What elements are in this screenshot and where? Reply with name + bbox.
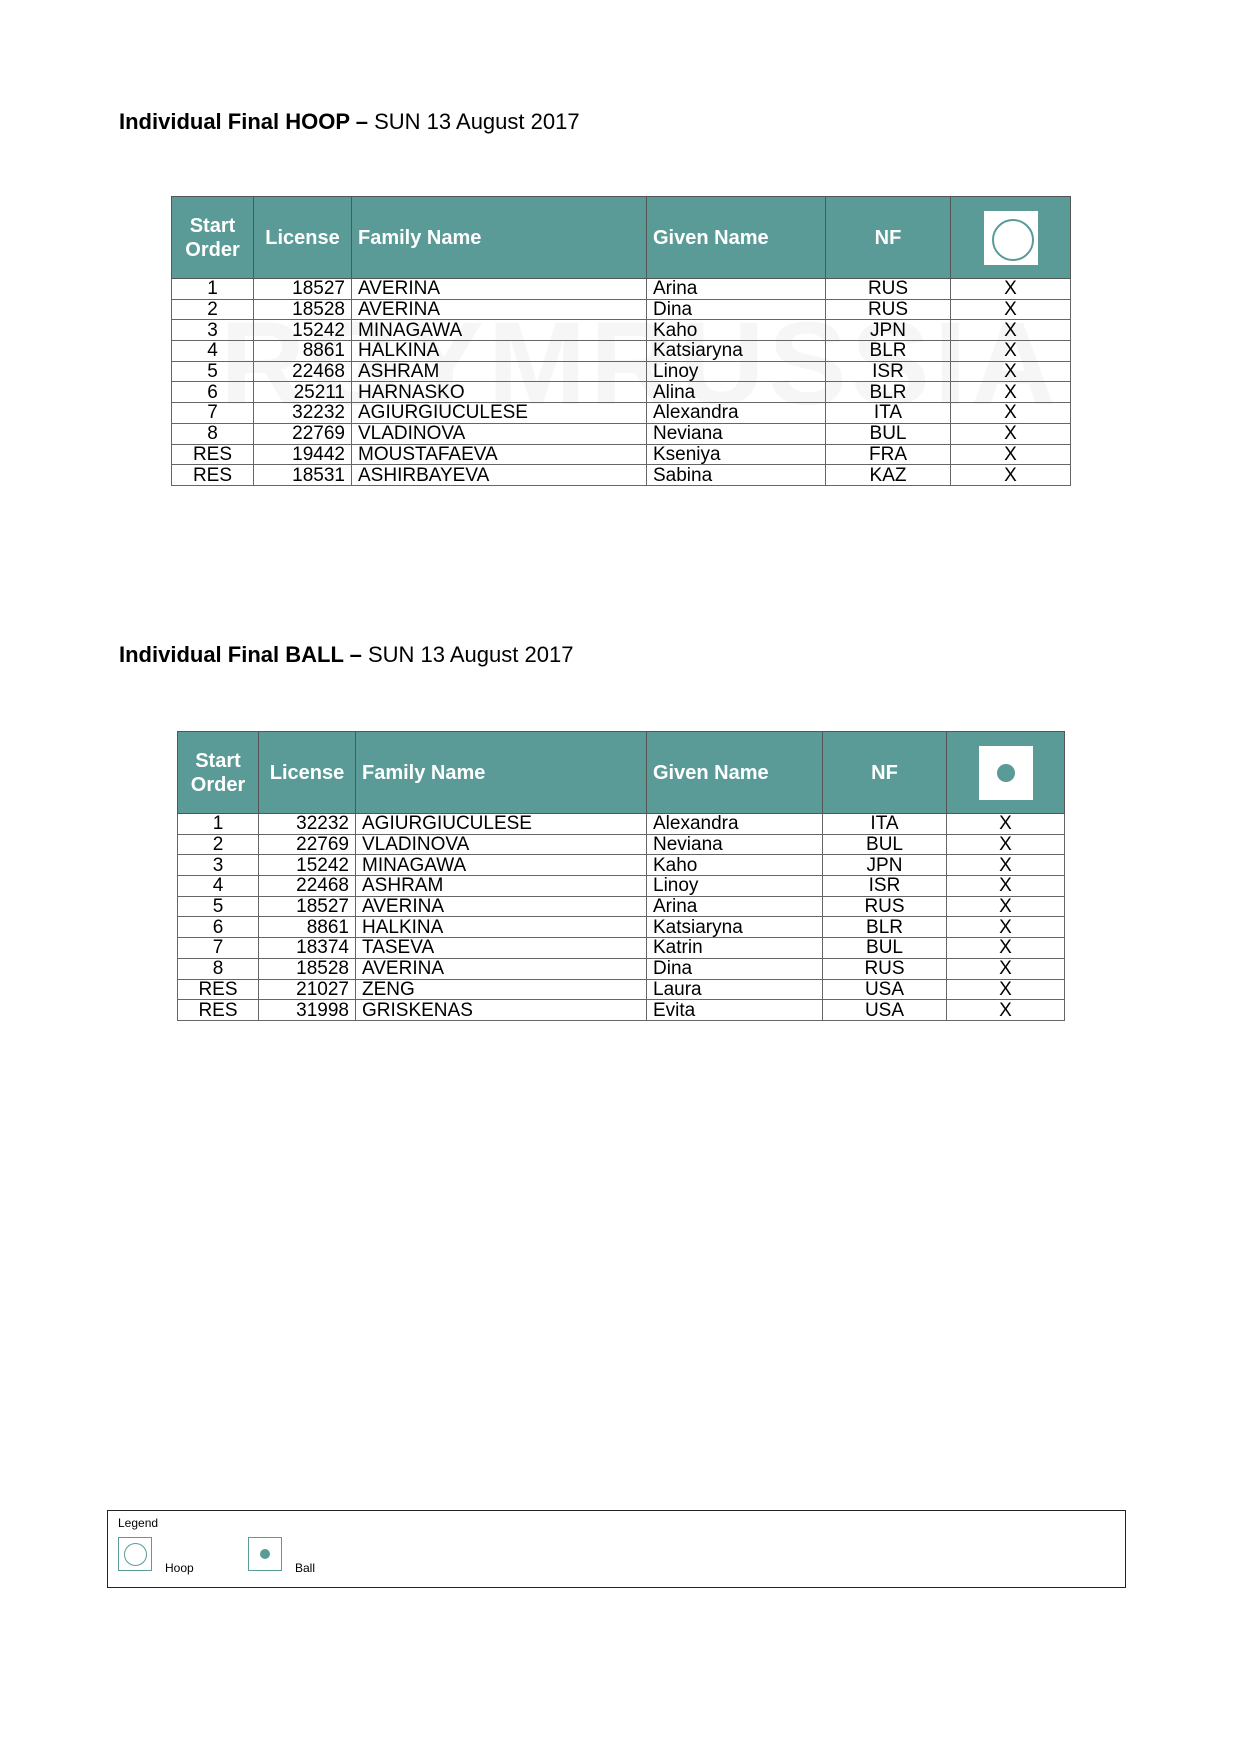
cell-apparatus-mark: X xyxy=(947,979,1065,1000)
cell-family-name: VLADINOVA xyxy=(352,423,647,444)
table-row xyxy=(172,320,1071,341)
legend-box xyxy=(107,1510,1126,1588)
cell-given-name: Kaho xyxy=(647,855,823,876)
cell-family-name: HARNASKO xyxy=(352,382,647,403)
cell-apparatus-mark: X xyxy=(947,855,1065,876)
cell-family-name: MINAGAWA xyxy=(356,855,647,876)
table-row xyxy=(172,279,1071,300)
legend-ball-label: Ball xyxy=(295,1561,316,1575)
cell-family-name: ASHIRBAYEVA xyxy=(352,465,647,486)
cell-given-name: Katsiaryna xyxy=(647,917,823,938)
cell-given-name: Alina xyxy=(647,382,826,403)
header-start-order: Start Order xyxy=(178,732,259,814)
cell-given-name: Evita xyxy=(647,1000,823,1021)
header-license: License xyxy=(259,732,356,814)
cell-nf: BUL xyxy=(823,938,947,959)
hoop-icon xyxy=(118,1537,152,1571)
ball-icon xyxy=(977,744,1035,802)
cell-license: 25211 xyxy=(254,382,352,403)
cell-start-order: 6 xyxy=(172,382,254,403)
hoop-icon xyxy=(982,209,1040,267)
cell-given-name: Arina xyxy=(647,279,826,300)
ball-icon xyxy=(248,1537,282,1571)
cell-nf: FRA xyxy=(826,444,951,465)
cell-start-order: 5 xyxy=(172,361,254,382)
table-header-row xyxy=(178,732,1065,814)
cell-start-order: RES xyxy=(178,979,259,1000)
cell-nf: BLR xyxy=(826,382,951,403)
cell-license: 22468 xyxy=(259,876,356,897)
table-row xyxy=(172,403,1071,424)
cell-license: 19442 xyxy=(254,444,352,465)
cell-family-name: AVERINA xyxy=(352,279,647,300)
cell-license: 18528 xyxy=(254,299,352,320)
cell-start-order: 3 xyxy=(178,855,259,876)
cell-license: 18527 xyxy=(259,896,356,917)
table-row xyxy=(178,814,1065,835)
cell-start-order: 7 xyxy=(172,403,254,424)
cell-nf: BLR xyxy=(826,341,951,362)
cell-license: 22769 xyxy=(254,423,352,444)
cell-nf: ITA xyxy=(826,403,951,424)
table-row xyxy=(178,834,1065,855)
cell-nf: BUL xyxy=(826,423,951,444)
cell-apparatus-mark: X xyxy=(951,361,1071,382)
legend-title: Legend xyxy=(118,1516,159,1530)
cell-given-name: Dina xyxy=(647,958,823,979)
cell-apparatus-mark: X xyxy=(951,403,1071,424)
cell-nf: RUS xyxy=(823,958,947,979)
cell-apparatus-mark: X xyxy=(947,1000,1065,1021)
cell-given-name: Linoy xyxy=(647,361,826,382)
header-nf: NF xyxy=(826,197,951,279)
table-row xyxy=(172,299,1071,320)
table-row xyxy=(172,465,1071,486)
cell-given-name: Kseniya xyxy=(647,444,826,465)
hoop-section-title xyxy=(119,109,580,135)
cell-start-order: 8 xyxy=(178,958,259,979)
cell-family-name: AGIURGIUCULESE xyxy=(356,814,647,835)
cell-start-order: 2 xyxy=(178,834,259,855)
cell-given-name: Katrin xyxy=(647,938,823,959)
table-row xyxy=(172,341,1071,362)
cell-nf: ITA xyxy=(823,814,947,835)
cell-apparatus-mark: X xyxy=(951,444,1071,465)
cell-family-name: ZENG xyxy=(356,979,647,1000)
cell-family-name: HALKINA xyxy=(356,917,647,938)
cell-nf: USA xyxy=(823,979,947,1000)
table-row xyxy=(178,938,1065,959)
cell-nf: JPN xyxy=(826,320,951,341)
cell-nf: ISR xyxy=(823,876,947,897)
cell-license: 18528 xyxy=(259,958,356,979)
cell-license: 22468 xyxy=(254,361,352,382)
table-row xyxy=(178,917,1065,938)
cell-license: 18374 xyxy=(259,938,356,959)
cell-apparatus-mark: X xyxy=(947,896,1065,917)
cell-start-order: 1 xyxy=(178,814,259,835)
cell-family-name: ASHRAM xyxy=(356,876,647,897)
cell-apparatus-mark: X xyxy=(947,917,1065,938)
cell-start-order: 8 xyxy=(172,423,254,444)
cell-family-name: AGIURGIUCULESE xyxy=(352,403,647,424)
cell-family-name: AVERINA xyxy=(352,299,647,320)
ball-start-list-table xyxy=(177,731,1065,1021)
cell-license: 31998 xyxy=(259,1000,356,1021)
cell-apparatus-mark: X xyxy=(951,279,1071,300)
cell-start-order: 5 xyxy=(178,896,259,917)
cell-apparatus-mark: X xyxy=(947,876,1065,897)
table-row xyxy=(178,958,1065,979)
header-apparatus xyxy=(951,197,1071,279)
header-apparatus xyxy=(947,732,1065,814)
cell-start-order: 2 xyxy=(172,299,254,320)
cell-license: 15242 xyxy=(259,855,356,876)
cell-nf: USA xyxy=(823,1000,947,1021)
hoop-title-strong: Individual Final HOOP – xyxy=(119,109,368,134)
table-row xyxy=(172,361,1071,382)
cell-family-name: ASHRAM xyxy=(352,361,647,382)
cell-apparatus-mark: X xyxy=(947,834,1065,855)
cell-apparatus-mark: X xyxy=(947,938,1065,959)
cell-given-name: Neviana xyxy=(647,423,826,444)
hoop-start-list-table xyxy=(171,196,1071,486)
cell-apparatus-mark: X xyxy=(951,299,1071,320)
cell-license: 8861 xyxy=(254,341,352,362)
cell-license: 18531 xyxy=(254,465,352,486)
header-family-name: Family Name xyxy=(356,732,647,814)
cell-apparatus-mark: X xyxy=(947,814,1065,835)
cell-start-order: 3 xyxy=(172,320,254,341)
table-row xyxy=(172,423,1071,444)
cell-license: 32232 xyxy=(259,814,356,835)
cell-apparatus-mark: X xyxy=(951,382,1071,403)
header-nf: NF xyxy=(823,732,947,814)
cell-license: 22769 xyxy=(259,834,356,855)
cell-given-name: Dina xyxy=(647,299,826,320)
cell-given-name: Neviana xyxy=(647,834,823,855)
cell-nf: BLR xyxy=(823,917,947,938)
cell-start-order: 1 xyxy=(172,279,254,300)
cell-given-name: Laura xyxy=(647,979,823,1000)
header-start-order: Start Order xyxy=(172,197,254,279)
cell-nf: JPN xyxy=(823,855,947,876)
legend-hoop-label: Hoop xyxy=(165,1561,194,1575)
cell-family-name: MOUSTAFAEVA xyxy=(352,444,647,465)
header-family-name: Family Name xyxy=(352,197,647,279)
table-row xyxy=(172,382,1071,403)
cell-start-order: RES xyxy=(178,1000,259,1021)
cell-family-name: VLADINOVA xyxy=(356,834,647,855)
cell-given-name: Arina xyxy=(647,896,823,917)
cell-family-name: GRISKENAS xyxy=(356,1000,647,1021)
cell-family-name: HALKINA xyxy=(352,341,647,362)
cell-apparatus-mark: X xyxy=(947,958,1065,979)
cell-family-name: AVERINA xyxy=(356,896,647,917)
cell-given-name: Alexandra xyxy=(647,403,826,424)
cell-apparatus-mark: X xyxy=(951,423,1071,444)
header-given-name: Given Name xyxy=(647,732,823,814)
ball-section-title xyxy=(119,642,573,668)
hoop-title-date: SUN 13 August 2017 xyxy=(367,109,580,134)
cell-start-order: RES xyxy=(172,465,254,486)
ball-title-date: SUN 13 August 2017 xyxy=(361,642,574,667)
table-header-row xyxy=(172,197,1071,279)
cell-license: 15242 xyxy=(254,320,352,341)
table-row xyxy=(178,876,1065,897)
table-row xyxy=(178,979,1065,1000)
cell-given-name: Kaho xyxy=(647,320,826,341)
cell-nf: ISR xyxy=(826,361,951,382)
cell-family-name: MINAGAWA xyxy=(352,320,647,341)
header-given-name: Given Name xyxy=(647,197,826,279)
table-row xyxy=(172,444,1071,465)
cell-license: 21027 xyxy=(259,979,356,1000)
cell-nf: BUL xyxy=(823,834,947,855)
ball-title-strong: Individual Final BALL – xyxy=(119,642,362,667)
cell-family-name: AVERINA xyxy=(356,958,647,979)
header-license: License xyxy=(254,197,352,279)
cell-nf: RUS xyxy=(826,299,951,320)
cell-license: 18527 xyxy=(254,279,352,300)
cell-license: 8861 xyxy=(259,917,356,938)
cell-family-name: TASEVA xyxy=(356,938,647,959)
cell-start-order: 4 xyxy=(172,341,254,362)
cell-start-order: 7 xyxy=(178,938,259,959)
cell-nf: KAZ xyxy=(826,465,951,486)
cell-start-order: RES xyxy=(172,444,254,465)
cell-nf: RUS xyxy=(826,279,951,300)
cell-apparatus-mark: X xyxy=(951,465,1071,486)
cell-nf: RUS xyxy=(823,896,947,917)
table-row xyxy=(178,1000,1065,1021)
cell-given-name: Alexandra xyxy=(647,814,823,835)
cell-given-name: Katsiaryna xyxy=(647,341,826,362)
cell-license: 32232 xyxy=(254,403,352,424)
cell-given-name: Linoy xyxy=(647,876,823,897)
table-row xyxy=(178,896,1065,917)
cell-apparatus-mark: X xyxy=(951,341,1071,362)
table-row xyxy=(178,855,1065,876)
cell-apparatus-mark: X xyxy=(951,320,1071,341)
cell-start-order: 6 xyxy=(178,917,259,938)
cell-given-name: Sabina xyxy=(647,465,826,486)
cell-start-order: 4 xyxy=(178,876,259,897)
